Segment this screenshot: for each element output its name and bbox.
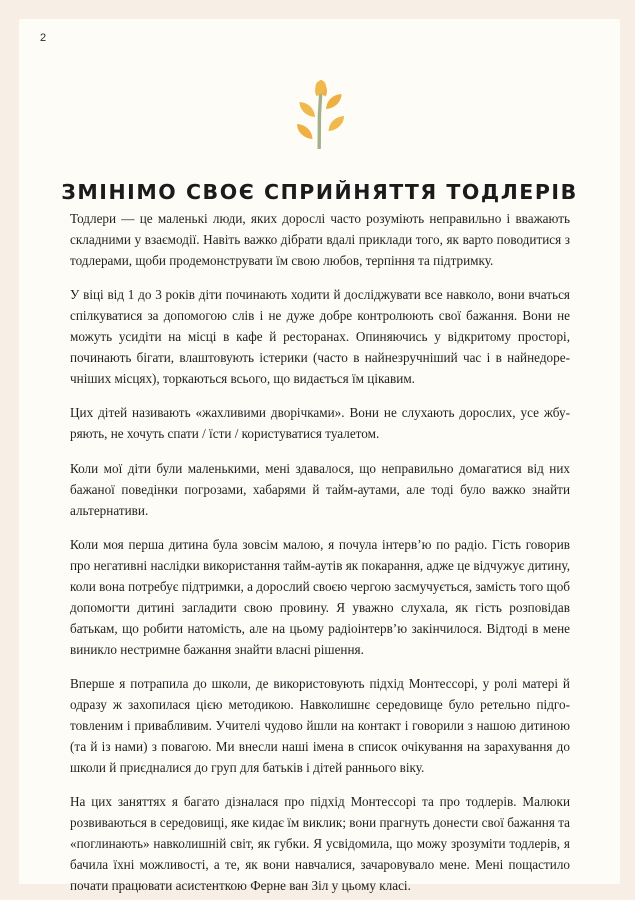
wheat-sprig-illustration xyxy=(19,75,620,149)
paragraph: Тодлери — це маленькі люди, яких дорослі часто розуміють неправильно і вважають складними у взаємодії. Навіть важко дібрати вдалі приклади того, як варто поводитися з тодлерами, щоби продемонструвати їм свою любов, терпіння та підтримку. xyxy=(70,211,570,268)
paragraph: Коли мої діти були маленькими, мені здавалося, що неправильно домагатися від них бажаної поведінки погрозами, хабарями й тайм-аутами, але тоді було важко знайти альтернативи. xyxy=(70,460,570,518)
page-title: ЗМІНІМО СВОЄ СПРИЙНЯТТЯ ТОДЛЕРІВ xyxy=(61,179,578,204)
paragraph: Цих дітей називають «жахливими дворічками». Вони не слухають дорослих, усе жбуряють, не хочуть спати / їсти / користуватися туалетом. xyxy=(70,405,570,442)
body-text xyxy=(70,209,570,897)
page-number: 2 xyxy=(40,32,47,44)
paragraph: У віці від 1 до 3 років діти починають ходити й досліджувати все навколо, вони вчаться спілкуватися за допомогою слів і не дуже добре контролюють свої бажання. Вони не можуть усидіти на місці в кафе й ресторанах. Опиняючись у відкритому просторі, починають бігати, влаштовують істерики (часто в найнезручніший час і в найнедоречніших місцях), торкаються всього, що видається їм цікавим. xyxy=(70,287,570,386)
paragraph: На цих заняттях я багато дізналася про підхід Монтессорі та про тодлерів. Малюки розвиваються в середовищі, яке кидає їм виклик; вони прагнуть донести свої бажання та «поглинають» навколишній світ, як губки. Я усвідомила, що можу зрозуміти тодлерів, я бачила їхні можливості, а те, як вони навчалися, зачаровувало мене. Мені пощастило почати працювати асистенткою Ферне ван Зіл у цьому класі. xyxy=(70,794,570,893)
paragraph: Вперше я потрапила до школи, де використовують підхід Монтессорі, у ролі матері й одразу ж захопилася цією методикою. Навколишнє середовище було ретельно підготовленим і привабливим. Учителі чудово йшли на контакт і говорили з нашою дитиною (та й із нами) з повагою. Ми внесли наші імена в список очікування на зарахування до школи й приєдналися до груп для батьків і дітей раннього віку. xyxy=(70,676,570,775)
page-sheet xyxy=(19,19,620,893)
paragraph: Коли моя перша дитина була зовсім малою, я почула інтерв’ю по радіо. Гість говорив про негативні наслідки використання тайм-аутів як покарання, адже це відчужує дитину, коли вона потребує підтримки, а дорослий своєю чергою засмучується, замість того щоб допомогти дитині загладити свою провину. Я уважно слухала, як гість розповідав батькам, що робити натомість, але на цьому радіоінтерв’ю закінчилося. Відтоді в мене виникло нестримне бажання знайти власні рішення. xyxy=(70,536,570,657)
